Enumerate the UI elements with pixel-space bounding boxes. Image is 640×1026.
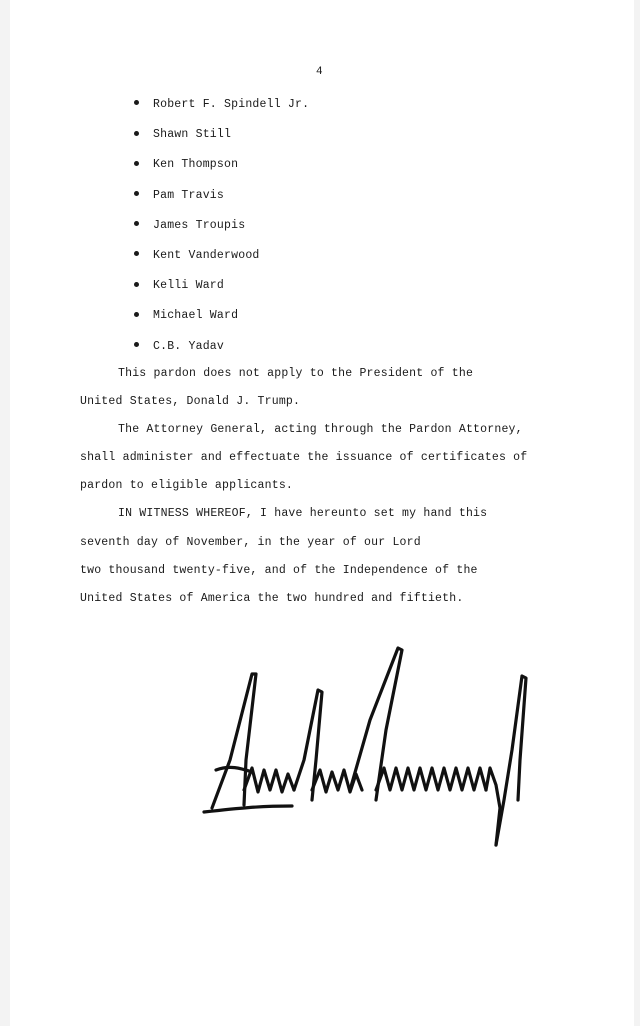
bullet-icon — [134, 131, 139, 136]
document-body — [80, 363, 600, 616]
list-item-label: Robert F. Spindell Jr. — [153, 98, 310, 111]
list-item-label: Shawn Still — [153, 128, 232, 142]
list-item — [134, 185, 309, 215]
bullet-icon — [134, 342, 139, 347]
document-page — [10, 0, 634, 1026]
list-item — [134, 305, 309, 335]
bullet-icon — [134, 221, 139, 226]
list-item — [134, 94, 309, 124]
list-item — [134, 215, 309, 245]
bullet-icon — [134, 191, 139, 196]
bullet-icon — [134, 161, 139, 166]
list-item — [134, 245, 309, 275]
text-line: The Attorney General, acting through the Pardon Attorney, — [118, 423, 523, 437]
page-number: 4 — [316, 66, 323, 78]
paragraph-exclusion — [80, 363, 600, 419]
text-line: United States, Donald J. Trump. — [80, 395, 301, 409]
list-item-label: Ken Thompson — [153, 158, 239, 172]
handwritten-signature-icon — [200, 640, 540, 860]
list-item-label: Kelli Ward — [153, 279, 225, 293]
bullet-icon — [134, 251, 139, 256]
bullet-icon — [134, 282, 139, 287]
text-line: two thousand twenty-five, and of the Independence of the — [80, 563, 478, 577]
bullet-icon — [134, 100, 139, 105]
list-item — [134, 275, 309, 305]
text-line: shall administer and effectuate the issuance of certificates of — [80, 451, 528, 465]
list-item-label: C.B. Yadav — [153, 339, 225, 353]
list-item — [134, 124, 309, 154]
paragraph-witness — [80, 503, 600, 615]
list-item — [134, 336, 309, 366]
list-item-label: Pam Travis — [153, 188, 225, 202]
names-list — [134, 94, 309, 366]
text-line: pardon to eligible applicants. — [80, 479, 294, 493]
list-item — [134, 154, 309, 184]
list-item-label: Michael Ward — [153, 309, 239, 323]
text-line: IN WITNESS WHEREOF, I have hereunto set my hand this — [118, 507, 488, 521]
list-item-label: Kent Vanderwood — [153, 248, 260, 262]
text-line: This pardon does not apply to the President of the — [118, 367, 474, 380]
paragraph-administration — [80, 419, 600, 503]
list-item-label: James Troupis — [153, 218, 246, 232]
text-line: seventh day of November, in the year of our Lord — [80, 535, 421, 549]
bullet-icon — [134, 312, 139, 317]
text-line: United States of America the two hundred and fiftieth. — [80, 591, 464, 605]
